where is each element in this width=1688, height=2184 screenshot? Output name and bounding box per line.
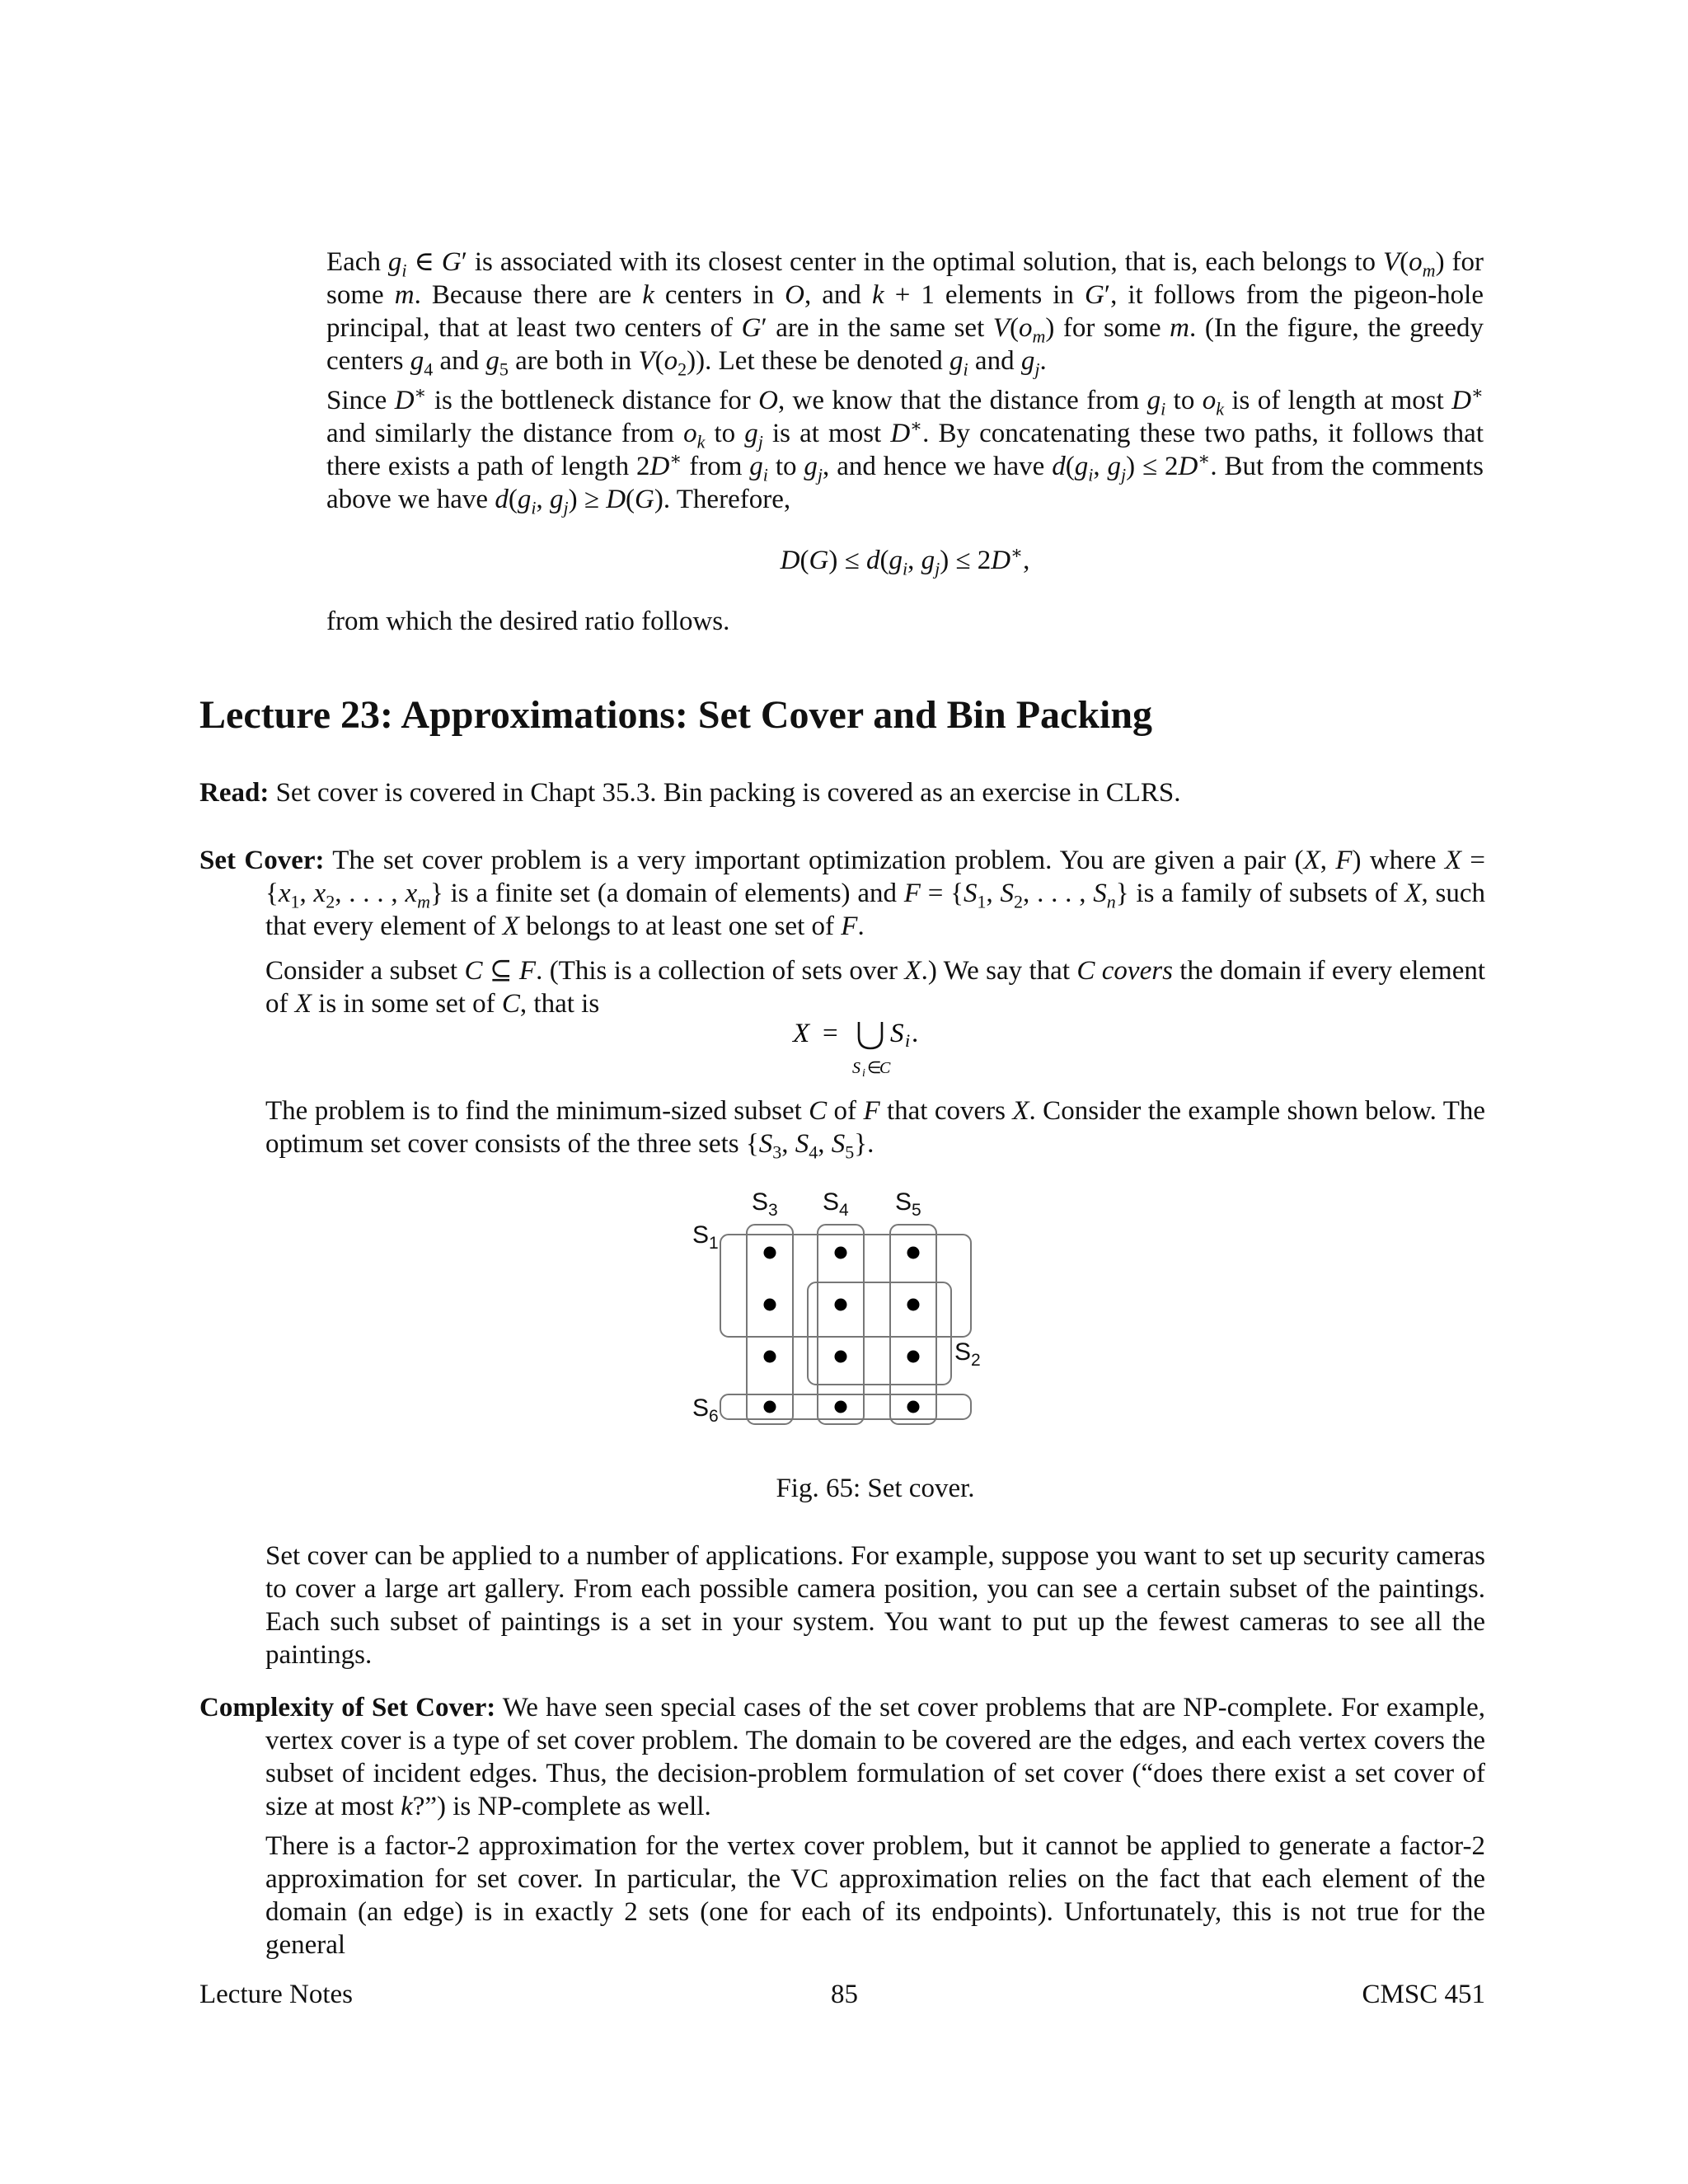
- read-note: Read: Set cover is covered in Chapt 35.3. Bin packing is covered as an exercise in CLRS.: [199, 778, 1181, 808]
- element-dot: [835, 1351, 847, 1363]
- set-s2: [808, 1282, 951, 1385]
- element-dot: [907, 1401, 920, 1413]
- set-cover-covers: Consider a subset C ⊆ F. (This is a collection of sets over X.) We say that C covers the domain if every element of X is in some set of C, that is: [265, 956, 1486, 1019]
- paragraph-ratio: from which the desired ratio follows.: [326, 607, 730, 636]
- complexity-of-set-cover: Complexity of Set Cover: We have seen special cases of the set cover problems that are NP-complete. For example, vertex cover is a type of set cover problem. The domain to be covered are the edges, and each vertex covers the subset of incident edges. Thus, the decision-problem formulation of set cover (“does there exist a set cover of size at most k?”) is NP-complete as well.: [199, 1693, 1485, 1821]
- svg-text:=: =: [823, 1019, 838, 1048]
- page-footer: [199, 1980, 1485, 2013]
- svg-text:i: i: [905, 1030, 911, 1051]
- svg-text:.: .: [912, 1019, 919, 1048]
- set-cover-definition: Set Cover: The set cover problem is a very important optimization problem. You are given a pair (X, F) where $X = \{x_1$, $x_2$, . . . , $x_m$} is a finite set (a domain of elements) and $F = \{S_1$, $S_2$, . . . , $S_n$} is a family of subsets of X, such that every element of X belongs to at least one set of F.: [199, 846, 1486, 941]
- set-cover-diagram: [686, 1185, 1002, 1441]
- label-s5: $S_5$: [895, 1188, 921, 1220]
- label-s2: $S_2$: [954, 1338, 981, 1370]
- equation-union: [265, 1010, 1485, 1081]
- equation-bound: $D(G) \le d(g_i$, $g_j) \le 2D^∗$,: [780, 542, 1030, 579]
- complexity-factor-2: There is a factor-2 approximation for the vertex cover problem, but it cannot be applied to generate a factor-2 approximation for set cover. In particular, the VC approximation relies on the fact that each element of the domain (an edge) is in exactly 2 sets (one for each of its endpoints). Unfortunately, this is not true for the general: [265, 1831, 1485, 1960]
- set-cover-problem: The problem is to find the minimum-sized subset C of F that covers X. Consider the example shown below. The optimum set cover consists of the three sets {$S_3$, $S_4$, $S_5$}.: [265, 1096, 1485, 1163]
- element-dot: [764, 1299, 776, 1311]
- footer-right: CMSC 451: [1362, 1980, 1485, 2009]
- element-dot: [907, 1247, 920, 1259]
- set-cover-applications: Set cover can be applied to a number of applications. For example, suppose you want to set up security cameras to cover a large art gallery. From each possible camera position, you can see a certain subset of the paintings. Each such subset of paintings is a set in your system. You want to put up the fewest cameras to see all the paintings.: [265, 1541, 1485, 1670]
- svg-text:i: i: [862, 1067, 865, 1080]
- lecture-title: Lecture 23: Approximations: Set Cover and Bin Packing: [199, 693, 1153, 737]
- complexity-label: Complexity of Set Cover:: [199, 1693, 496, 1722]
- svg-text:S: S: [852, 1059, 860, 1077]
- label-s3: $S_3$: [752, 1188, 778, 1220]
- label-s1: $S_1$: [692, 1221, 719, 1253]
- element-dot: [764, 1401, 776, 1413]
- paragraph-greedy-centers: Each $g_i$ ∈ G′ is associated with its closest center in the optimal solution, that is, each belongs to $V(o_m)$ for some m. Because there are k centers in O, and k + 1 elements in G′, it follows from the pigeon-hole principal, that at least two centers of G′ are in the same set $V(o_m)$ for some m. (In the figure, the greedy centers $g_4$ and $g_5$ are both in $V(o_2)$). Let these be denoted $g_i$ and $g_j$.: [326, 247, 1484, 380]
- element-dot: [835, 1299, 847, 1311]
- footer-left: Lecture Notes: [199, 1980, 353, 2009]
- element-dot: [907, 1299, 920, 1311]
- figure-caption: Fig. 65: Set cover.: [776, 1474, 975, 1503]
- element-dot: [835, 1401, 847, 1413]
- label-s6: $S_6$: [692, 1394, 719, 1426]
- element-dot: [764, 1247, 776, 1259]
- element-dot: [764, 1351, 776, 1363]
- svg-text:∈: ∈: [867, 1059, 882, 1077]
- set-cover-label: Set Cover:: [199, 846, 325, 875]
- label-s4: $S_4$: [823, 1188, 849, 1220]
- page-number: 85: [831, 1980, 858, 2009]
- paragraph-bottleneck: Since D∗ is the bottleneck distance for O, we know that the distance from $g_i$ to $o_k$ is of length at most D∗ and similarly the distance from $o_k$ to $g_j$ is at most D∗. By concatenating these two paths, it follows that there exists a path of length 2D∗ from $g_i$ to $g_j$, and hence we have $d(g_i$, $g_j) \le 2D^∗$. But from the comments above we have $d(g_i$, $g_j) \ge D(G)$. Therefore,: [326, 382, 1484, 518]
- element-dot: [835, 1247, 847, 1259]
- svg-text:S: S: [890, 1019, 904, 1048]
- union-equation-svg: [265, 1010, 1485, 1081]
- svg-text:C: C: [879, 1059, 891, 1077]
- read-label: Read:: [199, 778, 270, 808]
- element-dot: [907, 1351, 920, 1363]
- svg-text:X: X: [793, 1019, 810, 1048]
- set-cover-figure: [686, 1185, 1002, 1441]
